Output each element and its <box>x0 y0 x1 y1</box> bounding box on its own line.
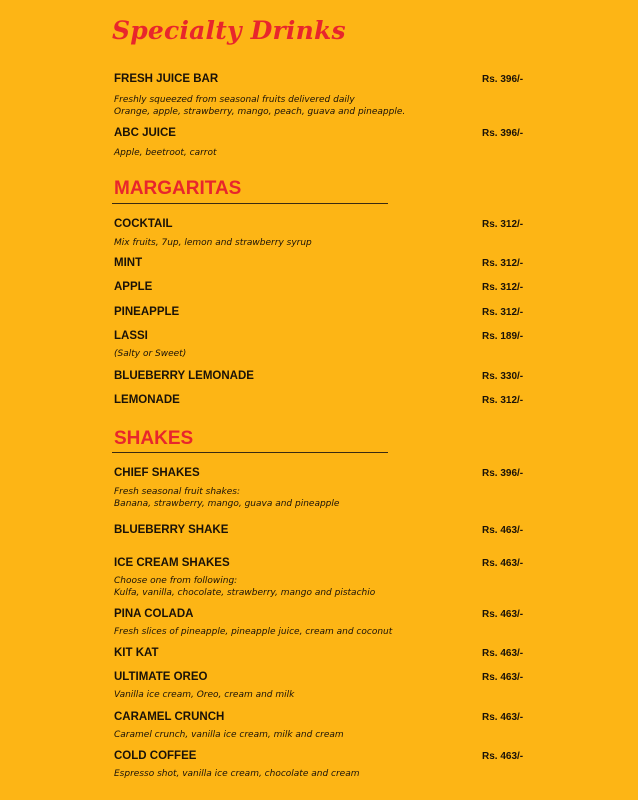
item-kit-kat-price: Rs. 463/- <box>482 648 524 659</box>
item-ultimate-oreo-price: Rs. 463/- <box>482 672 524 683</box>
item-lassi-name: LASSI <box>114 330 148 342</box>
item-fresh-juice-bar-desc-2: Orange, apple, strawberry, mango, peach, guava and pineapple. <box>114 107 406 117</box>
item-ultimate-oreo-desc: Vanilla ice cream, Oreo, cream and milk <box>114 690 295 700</box>
item-abc-juice-name: ABC JUICE <box>114 127 176 139</box>
item-mint-price: Rs. 312/- <box>482 258 524 269</box>
item-cocktail-price: Rs. 312/- <box>482 219 524 230</box>
item-chief-shakes-desc-1: Fresh seasonal fruit shakes: <box>114 487 241 497</box>
item-pina-colada-name: PINA COLADA <box>114 608 194 620</box>
item-cold-coffee-name: COLD COFFEE <box>114 750 197 762</box>
item-blueberry-shake-price: Rs. 463/- <box>482 525 524 536</box>
item-pineapple-price: Rs. 312/- <box>482 307 524 318</box>
item-apple-name: APPLE <box>114 281 153 293</box>
item-blueberry-shake-name: BLUEBERRY SHAKE <box>114 524 229 536</box>
item-ultimate-oreo-name: ULTIMATE OREO <box>114 671 208 683</box>
item-mint-name: MINT <box>114 257 143 269</box>
item-kit-kat-name: KIT KAT <box>114 647 159 659</box>
item-pina-colada-desc: Fresh slices of pineapple, pineapple juice, cream and coconut <box>114 627 393 637</box>
item-lemonade-price: Rs. 312/- <box>482 395 524 406</box>
item-ice-cream-shakes-desc-1: Choose one from following: <box>114 576 238 586</box>
item-apple-price: Rs. 312/- <box>482 282 524 293</box>
item-cocktail-name: COCKTAIL <box>114 218 173 230</box>
item-blueberry-lemonade-name: BLUEBERRY LEMONADE <box>114 370 254 382</box>
item-abc-juice-price: Rs. 396/- <box>482 128 524 139</box>
item-cocktail-desc: Mix fruits, 7up, lemon and strawberry syrup <box>114 238 312 248</box>
item-ice-cream-shakes-desc-2: Kulfa, vanilla, chocolate, strawberry, mango and pistachio <box>114 588 376 598</box>
item-abc-juice-desc: Apple, beetroot, carrot <box>114 148 217 158</box>
shakes-heading: SHAKES <box>114 428 194 449</box>
shakes-divider <box>112 452 388 453</box>
item-chief-shakes-price: Rs. 396/- <box>482 468 524 479</box>
item-lassi-price: Rs. 189/- <box>482 331 524 342</box>
item-lassi-desc: (Salty or Sweet) <box>114 349 187 359</box>
item-chief-shakes-desc-2: Banana, strawberry, mango, guava and pineapple <box>114 499 340 509</box>
item-caramel-crunch-name: CARAMEL CRUNCH <box>114 711 225 723</box>
specialty-drinks-title: Specialty Drinks <box>112 16 346 45</box>
item-ice-cream-shakes-price: Rs. 463/- <box>482 558 524 569</box>
item-cold-coffee-price: Rs. 463/- <box>482 751 524 762</box>
item-cold-coffee-desc: Espresso shot, vanilla ice cream, chocolate and cream <box>114 769 360 779</box>
margaritas-heading: MARGARITAS <box>114 178 242 199</box>
item-fresh-juice-bar-desc-1: Freshly squeezed from seasonal fruits delivered daily <box>114 95 355 105</box>
item-pina-colada-price: Rs. 463/- <box>482 609 524 620</box>
item-chief-shakes-name: CHIEF SHAKES <box>114 467 200 479</box>
item-caramel-crunch-desc: Caramel crunch, vanilla ice cream, milk and cream <box>114 730 344 740</box>
item-fresh-juice-bar-name: FRESH JUICE BAR <box>114 73 219 85</box>
item-caramel-crunch-price: Rs. 463/- <box>482 712 524 723</box>
item-fresh-juice-bar-price: Rs. 396/- <box>482 74 524 85</box>
item-blueberry-lemonade-price: Rs. 330/- <box>482 371 524 382</box>
item-pineapple-name: PINEAPPLE <box>114 306 180 318</box>
item-ice-cream-shakes-name: ICE CREAM SHAKES <box>114 557 230 569</box>
margaritas-divider <box>112 203 388 204</box>
item-lemonade-name: LEMONADE <box>114 394 180 406</box>
